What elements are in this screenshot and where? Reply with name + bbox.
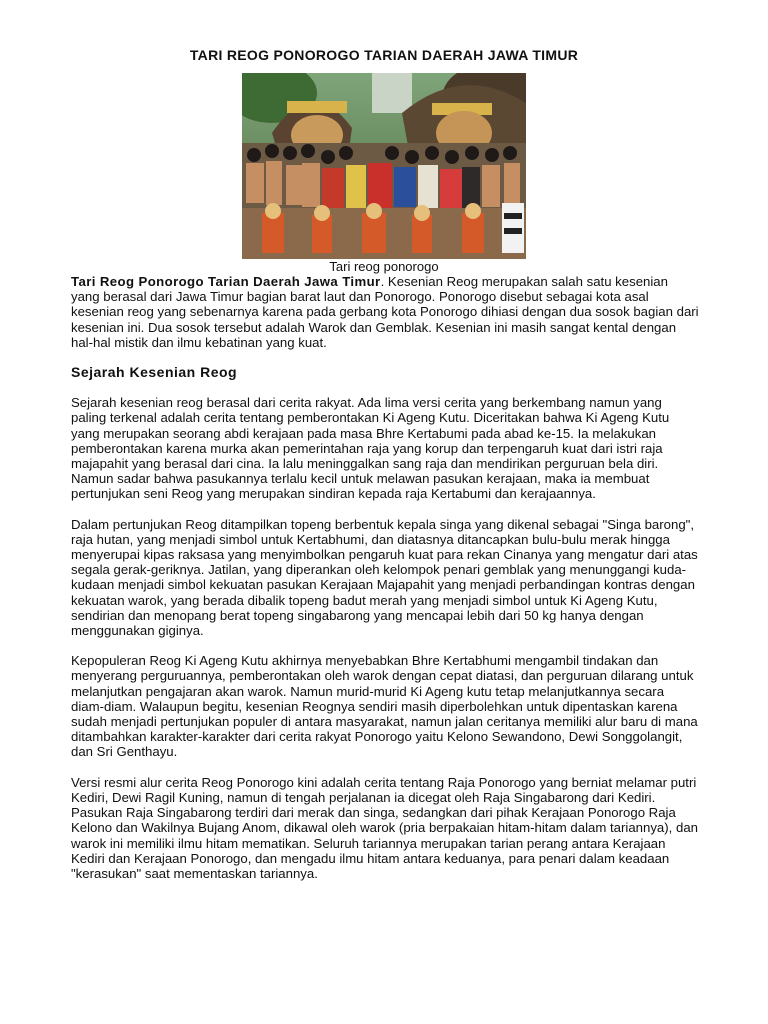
document-title: TARI REOG PONOROGO TARIAN DAERAH JAWA TIMUR (189, 47, 579, 63)
reog-photo (242, 73, 526, 259)
paragraph-4: Versi resmi alur cerita Reog Ponorogo kini adalah cerita tentang Raja Ponorogo yang berniat melamar putri Kediri, Dewi Ragil Kuning, namun di tengah perjalanan ia dicegat oleh Raja Singabarong dari Kediri. Pasukan Raja Singabarong terdiri dari merak dan singa, sedangkan dari pihak Kerajaan Ponorogo Raja Kelono dan Wakilnya Bujang Anom, dikawal oleh warok (pria berpakaian hitam-hitam dalam tariannya), dan warok ini memiliki ilmu hitam mematikan. Seluruh tariannya merupakan tarian perang antara Kerajaan Kediri dan Kerajaan Ponorogo, dan mengadu ilmu hitam antara keduanya, para penari dalam keadaan "kerasukan" saat mementaskan tariannya. (71, 774, 698, 881)
paragraph-1: Sejarah kesenian reog berasal dari cerita rakyat. Ada lima versi cerita yang berkembang namun yang paling terkenal adalah cerita tentang pemberontakan Ki Ageng Kutu. Diceritakan bahwa Ki Ageng Kutu yang merupakan seorang abdi kerajaan pada masa Bhre Kertabumi pada abad ke-15. Ia melakukan pemberontakan karena murka akan pemerintahan raja yang korup dan terpengaruh kuat dari istri raja majapahit yang berasal dari cina. Ia lalu meninggalkan sang raja dan mendirikan perguruan bela diri. Namun sadar bahwa pasukannya terlalu kecil untuk melawan pasukan kerajaan, maka ia membuat pertunjukan seni Reog yang merupakan sindiran kepada raja Kertabumi dan kerajaannya. (71, 395, 670, 502)
photo-reog-dancers-icon (242, 73, 526, 259)
paragraph-3: Kepopuleran Reog Ki Ageng Kutu akhirnya menyebabkan Bhre Kertabhumi mengambil tindakan dan menyerang perguruannya, pemberontakan oleh warok dengan cepat diatasi, dan perguruan dilarang untuk melanjutkan pengajaran akan warok. Namun murid-murid Ki Ageng kutu tetap melanjutkannya secara diam-diam. Walaupun begitu, kesenian Reognya sendiri masih diperbolehkan untuk dipentaskan karena sudah menjadi pertunjukan populer di antara masyarakat, namun jalan ceritanya memiliki alur baru di mana ditambahkan karakter-karakter dari cerita rakyat Ponorogo yaitu Kelono Sewandono, Dewi Songgolangit, dan Sri Genthayu. (71, 653, 698, 760)
paragraph-2: Dalam pertunjukan Reog ditampilkan topeng berbentuk kepala singa yang dikenal sebagai "Singa barong", raja hutan, yang menjadi simbol untuk Kertabhumi, dan diatasnya ditancapkan bulu-bulu merak hingga menyerupai kipas raksasa yang menyimbolkan pengaruh kuat para rekan Cinanya yang mengatur dari atas segala gerak-geriknya. Jatilan, yang diperankan oleh kelompok penari gemblak yang menunggangi kuda-kudaan menjadi simbol kekuatan pasukan Kerajaan Majapahit yang menjadi perbandingan kontras dengan kekuatan warok, yang berada dibalik topeng badut merah yang menjadi simbol untuk Ki Ageng Kutu, sendirian dan menopang berat topeng singabarong yang mencapai lebih dari 50 kg hanya dengan menggunakan giginya. (71, 516, 698, 639)
intro-text: . Kesenian Reog merupakan salah satu kesenian yang berasal dari Jawa Timur bagian barat laut dan Ponorogo. Ponorogo disebut sebagai kota asal kesenian reog yang sebenarnya karena pada gerbang kota Ponorogo dihiasi dengan dua sosok bagian dari kesenian ini. Dua sosok tersebut adalah Warok dan Gemblak. Kesenian ini masih sangat kental dengan hal-hal mistik dan ilmu kebatinan yang kuat. (71, 274, 699, 350)
intro-lead: Tari Reog Ponorogo Tarian Daerah Jawa Timur (71, 274, 381, 289)
intro-paragraph (71, 274, 699, 350)
image-caption: Tari reog ponorogo (329, 259, 439, 274)
section-heading: Sejarah Kesenian Reog (71, 364, 238, 381)
article-body (71, 274, 699, 896)
